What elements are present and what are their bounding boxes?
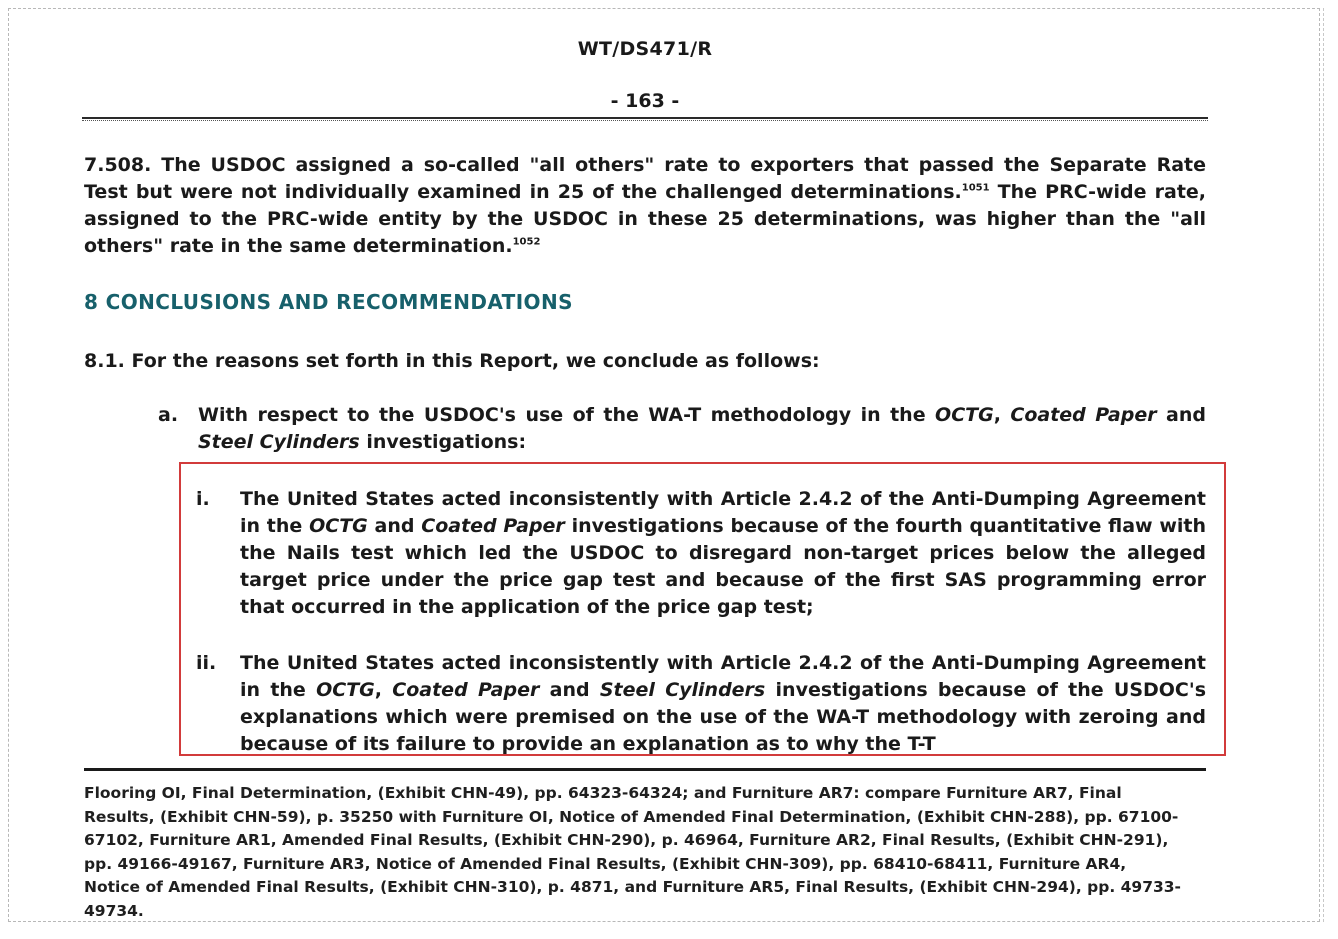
list-label: ii. <box>196 652 217 674</box>
scan-edge-line <box>1323 8 1324 922</box>
footnote-ref: 1052 <box>512 236 541 248</box>
list-label: i. <box>196 488 210 510</box>
list-label: a. <box>158 404 179 426</box>
page-number: - 163 - <box>610 90 680 112</box>
list-item-i <box>196 486 1206 621</box>
footnote-separator <box>84 768 1206 771</box>
paragraph-8-1: 8.1. For the reasons set forth in this Report, we conclude as follows: <box>84 350 820 372</box>
paragraph-text: 7.508. The USDOC assigned a so-called "all others" rate to exporters that passed the Separate Rate Test but were not individually examined in 25 of the challenged determinations. <box>84 154 1206 203</box>
section-heading: 8 CONCLUSIONS AND RECOMMENDATIONS <box>84 290 573 314</box>
list-item-ii <box>196 650 1206 758</box>
footnote-ref: 1051 <box>961 182 990 194</box>
header-rule <box>82 117 1208 121</box>
paragraph-text: The PRC-wide rate, assigned to the PRC-wide entity by the USDOC in these 25 determinations, was higher than the "all others" rate in the same determination. <box>84 181 1207 257</box>
list-text: The United States acted inconsistently with Article 2.4.2 of the Anti-Dumping Agreement in the OCTG, Coated Paper and Steel Cylinders investigations because of the USDOC's explanations which were premised on the use of the WA-T methodology with zeroing and because of its failure to provide an explanation as to why the T-T <box>240 652 1206 755</box>
list-text: With respect to the USDOC's use of the WA-T methodology in the OCTG, Coated Paper and Steel Cylinders investigations: <box>198 404 1207 453</box>
page-bottom-clip <box>0 922 1338 939</box>
list-text: The United States acted inconsistently with Article 2.4.2 of the Anti-Dumping Agreement in the OCTG and Coated Paper investigations because of the fourth quantitative flaw with the Nails test which led the USDOC to disregard non-target prices below the alleged target price under the price gap test and because of the first SAS programming error that occurred in the application of the price gap test; <box>240 488 1207 618</box>
paragraph-7-508 <box>84 152 1206 260</box>
list-item-a <box>158 402 1206 456</box>
footnote-text: Flooring OI, Final Determination, (Exhibit CHN-49), pp. 64323-64324; and Furniture AR7: compare Furniture AR7, Final Results, (Exhibit CHN-59), p. 35250 with Furniture OI, Notice of Amended Final Determination, (Exhibit CHN-288), pp. 67100-67102, Furniture AR1, Amended Final Results, (Exhibit CHN-290), p. 46964, Furniture AR2, Final Results, (Exhibit CHN-291), pp. 49166-49167, Furniture AR3, Notice of Amended Final Results, (Exhibit CHN-309), pp. 68410-68411, Furniture AR4, Notice of Amended Final Results, (Exhibit CHN-310), p. 4871, and Furniture AR5, Final Results, (Exhibit CHN-294), pp. 49733-49734. <box>84 784 1181 920</box>
document-id: WT/DS471/R <box>577 38 713 60</box>
